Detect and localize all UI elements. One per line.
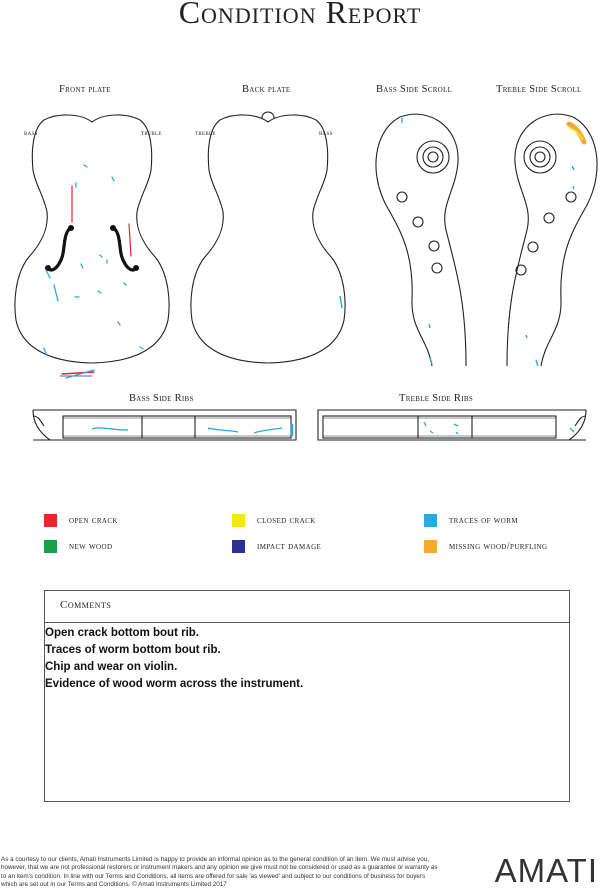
treble-scroll-peg-holes [516,192,576,275]
legend-impact-damage [232,539,321,553]
treble-scroll-outline [507,114,597,366]
legend-swatch [424,540,437,553]
treble-ribs-worm-marks [424,422,574,434]
treble-scroll-worm-marks [526,166,574,366]
brand-logo: AMATI [494,852,598,889]
legend-label: open crack [69,514,118,526]
comments-heading: Comments [45,591,569,623]
legend-label: traces of worm [449,514,518,526]
legend-traces-of-worm [424,513,518,527]
back-plate-worm-mark [340,296,342,308]
legend-closed-crack [232,513,316,527]
treble-scroll-missing-wood [569,124,584,142]
comment-line: Evidence of wood worm across the instrument. [45,678,304,690]
front-treble-label: treble [141,129,162,137]
disclaimer-text: As a courtesy to our clients, Amati Instruments Limited is happy to provide an informal opinion as to the general condition of an item. We must advise you, however, that we are not professional restorers or instrument makers and any opinion we give must not be considered or used as a guarantee or warranty as to an item's condition. In line with our Terms and Conditions, all items are offered for sale 'as viewed' and subject to our conditions of business for buyers which are set out in our Terms and Conditions. © Amati Instruments Limited 2017 [1,856,438,888]
bass-scroll-peg-holes [397,192,442,273]
legend-label: missing wood/purfling [449,540,548,552]
legend-swatch [232,540,245,553]
comments-body [45,623,569,693]
comment-line: Traces of worm bottom bout rib. [45,644,221,656]
legend-open-crack [44,513,118,527]
back-bass-label: bass [319,129,333,137]
back-plate-label: Back plate [242,84,291,95]
treble-side-scroll-label: Treble Side Scroll [496,84,582,95]
comments-box [44,590,570,802]
front-plate-label: Front plate [59,84,111,95]
front-bass-label: bass [24,129,38,137]
back-treble-label: treble [195,129,216,137]
f-holes [48,228,136,270]
legend-swatch [424,514,437,527]
page-title: Condition Report [178,0,422,30]
bass-ribs-outline [33,410,296,440]
legend-swatch [44,540,57,553]
back-plate-outline [191,112,345,363]
treble-side-ribs-label: Treble Side Ribs [399,393,474,404]
front-plate-outline [15,115,169,363]
bass-ribs-worm-marks [92,424,292,436]
treble-ribs-outline [318,410,586,440]
legend-swatch [232,514,245,527]
legend-new-wood [44,539,112,553]
legend-label: closed crack [257,514,316,526]
comment-line: Open crack bottom bout rib. [45,627,199,639]
legend-label: impact damage [257,540,322,552]
front-plate-damage-marks [44,165,143,378]
legend-label: new wood [69,540,113,552]
bass-side-scroll-label: Bass Side Scroll [376,84,453,95]
legend-missing-wood [424,539,547,553]
legend-swatch [44,514,57,527]
comment-line: Chip and wear on violin. [45,661,178,673]
bass-scroll-outline [376,114,466,366]
bass-side-ribs-label: Bass Side Ribs [129,393,194,404]
